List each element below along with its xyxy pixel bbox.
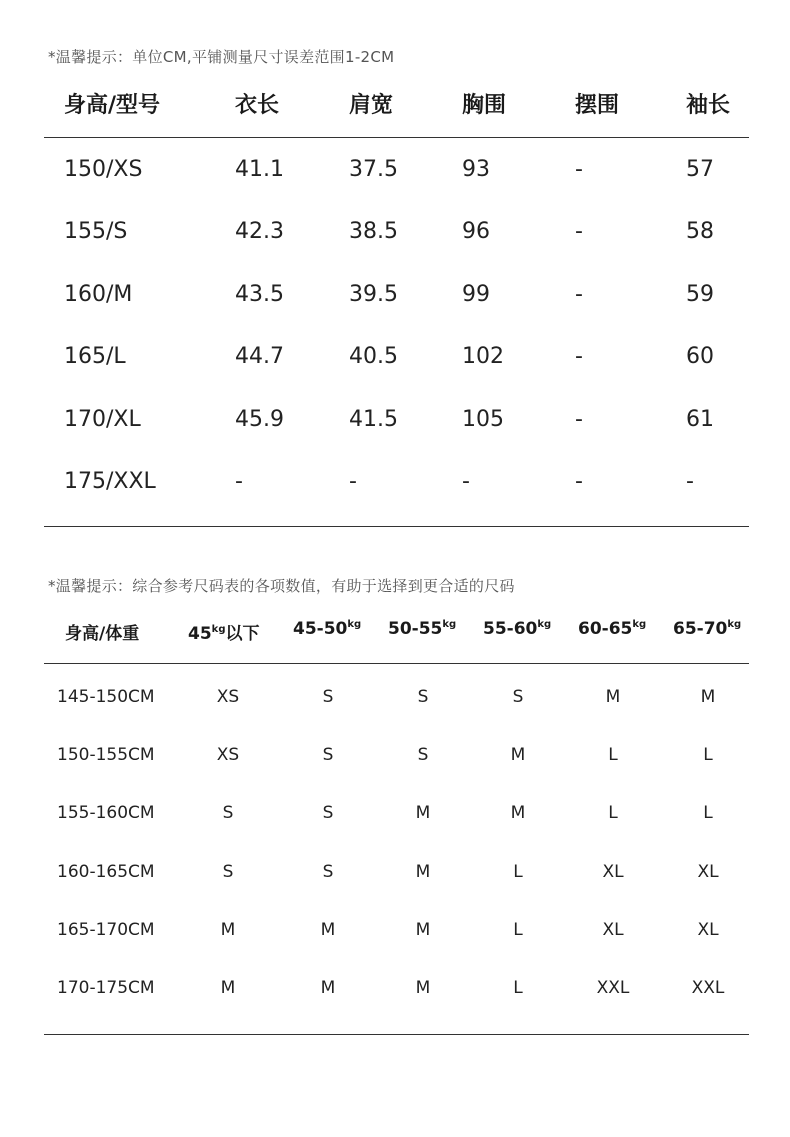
table-cell: M bbox=[320, 920, 336, 940]
table-cell: M bbox=[415, 862, 431, 882]
table-cell: 45.9 bbox=[235, 407, 284, 432]
table-cell: 59 bbox=[686, 282, 714, 307]
table-cell: - bbox=[575, 469, 583, 494]
table-cell: XL bbox=[602, 920, 624, 940]
header-hem: 摆围 bbox=[575, 93, 620, 118]
table-cell: - bbox=[686, 469, 694, 494]
header-divider bbox=[44, 137, 749, 138]
table-cell: 160-165CM bbox=[57, 862, 155, 882]
table-cell: - bbox=[235, 469, 243, 494]
table-cell: 145-150CM bbox=[57, 687, 155, 707]
table-cell: S bbox=[222, 803, 234, 823]
table-cell: - bbox=[575, 219, 583, 244]
table-cell: 102 bbox=[462, 344, 504, 369]
table-cell: S bbox=[322, 862, 334, 882]
table-cell: L bbox=[703, 803, 713, 823]
table-cell: M bbox=[415, 978, 431, 998]
table-cell: 105 bbox=[462, 407, 504, 432]
table-cell: 165-170CM bbox=[57, 920, 155, 940]
table-cell: 61 bbox=[686, 407, 714, 432]
table-cell: 96 bbox=[462, 219, 490, 244]
table-cell: 58 bbox=[686, 219, 714, 244]
table-cell: XXL bbox=[691, 978, 725, 998]
table-cell: L bbox=[513, 920, 523, 940]
table-cell: XXL bbox=[596, 978, 630, 998]
table-cell: S bbox=[222, 862, 234, 882]
table-cell: L bbox=[703, 745, 713, 765]
table-cell: - bbox=[575, 407, 583, 432]
table-cell: M bbox=[320, 978, 336, 998]
table-cell: - bbox=[349, 469, 357, 494]
table-cell: 93 bbox=[462, 157, 490, 182]
header-weight: $50-55^{kg}$ bbox=[388, 619, 457, 639]
table-cell: 165/L bbox=[64, 344, 126, 369]
table-cell: 39.5 bbox=[349, 282, 398, 307]
table-bottom-rule bbox=[44, 526, 749, 527]
table-cell: XL bbox=[697, 862, 719, 882]
header-height-size: 身高/型号 bbox=[64, 93, 161, 118]
table-cell: L bbox=[608, 803, 618, 823]
header-weight: $45^{kg}$以下 bbox=[188, 624, 260, 644]
table-cell: - bbox=[575, 344, 583, 369]
header-weight: $55-60^{kg}$ bbox=[483, 619, 552, 639]
table-cell: XL bbox=[602, 862, 624, 882]
header-weight: $60-65^{kg}$ bbox=[578, 619, 647, 639]
header-height-weight: 身高/体重 bbox=[65, 624, 140, 644]
table-cell: - bbox=[462, 469, 470, 494]
table-cell: 150-155CM bbox=[57, 745, 155, 765]
header-shoulder: 肩宽 bbox=[349, 93, 394, 118]
table-cell: 170-175CM bbox=[57, 978, 155, 998]
table-cell: 150/XS bbox=[64, 157, 143, 182]
table-cell: M bbox=[700, 687, 716, 707]
table-bottom-rule bbox=[44, 1034, 749, 1035]
table-cell: S bbox=[417, 687, 429, 707]
table-cell: 41.1 bbox=[235, 157, 284, 182]
table-cell: 57 bbox=[686, 157, 714, 182]
header-weight: $45-50^{kg}$ bbox=[293, 619, 362, 639]
table-cell: 155-160CM bbox=[57, 803, 155, 823]
table-cell: M bbox=[220, 920, 236, 940]
table-cell: 60 bbox=[686, 344, 714, 369]
table-cell: 99 bbox=[462, 282, 490, 307]
header-length: 衣长 bbox=[235, 93, 280, 118]
table-cell: 41.5 bbox=[349, 407, 398, 432]
header-weight: $65-70^{kg}$ bbox=[673, 619, 742, 639]
table-cell: M bbox=[220, 978, 236, 998]
table-cell: 42.3 bbox=[235, 219, 284, 244]
table-cell: 175/XXL bbox=[64, 469, 156, 494]
table-cell: M bbox=[415, 803, 431, 823]
table-cell: 40.5 bbox=[349, 344, 398, 369]
table-cell: 155/S bbox=[64, 219, 128, 244]
table-cell: 43.5 bbox=[235, 282, 284, 307]
table-cell: - bbox=[575, 157, 583, 182]
table-cell: 44.7 bbox=[235, 344, 284, 369]
table-cell: M bbox=[605, 687, 621, 707]
table-cell: XS bbox=[216, 745, 240, 765]
header-sleeve: 袖长 bbox=[686, 93, 731, 118]
table-cell: L bbox=[608, 745, 618, 765]
table-cell: 37.5 bbox=[349, 157, 398, 182]
size-note: *温馨提示：单位CM,平铺测量尺寸误差范围1-2CM bbox=[48, 48, 395, 66]
table-cell: M bbox=[510, 803, 526, 823]
header-divider bbox=[44, 663, 749, 664]
table-cell: M bbox=[415, 920, 431, 940]
table-cell: XS bbox=[216, 687, 240, 707]
table-cell: M bbox=[510, 745, 526, 765]
recommend-note: *温馨提示：综合参考尺码表的各项数值，有助于选择到更合适的尺码 bbox=[48, 577, 515, 595]
header-chest: 胸围 bbox=[462, 93, 507, 118]
table-cell: 170/XL bbox=[64, 407, 141, 432]
table-cell: 160/M bbox=[64, 282, 133, 307]
table-cell: - bbox=[575, 282, 583, 307]
table-cell: S bbox=[512, 687, 524, 707]
table-cell: L bbox=[513, 978, 523, 998]
table-cell: 38.5 bbox=[349, 219, 398, 244]
table-cell: S bbox=[322, 687, 334, 707]
table-cell: XL bbox=[697, 920, 719, 940]
table-cell: S bbox=[417, 745, 429, 765]
table-cell: S bbox=[322, 745, 334, 765]
table-cell: L bbox=[513, 862, 523, 882]
table-cell: S bbox=[322, 803, 334, 823]
